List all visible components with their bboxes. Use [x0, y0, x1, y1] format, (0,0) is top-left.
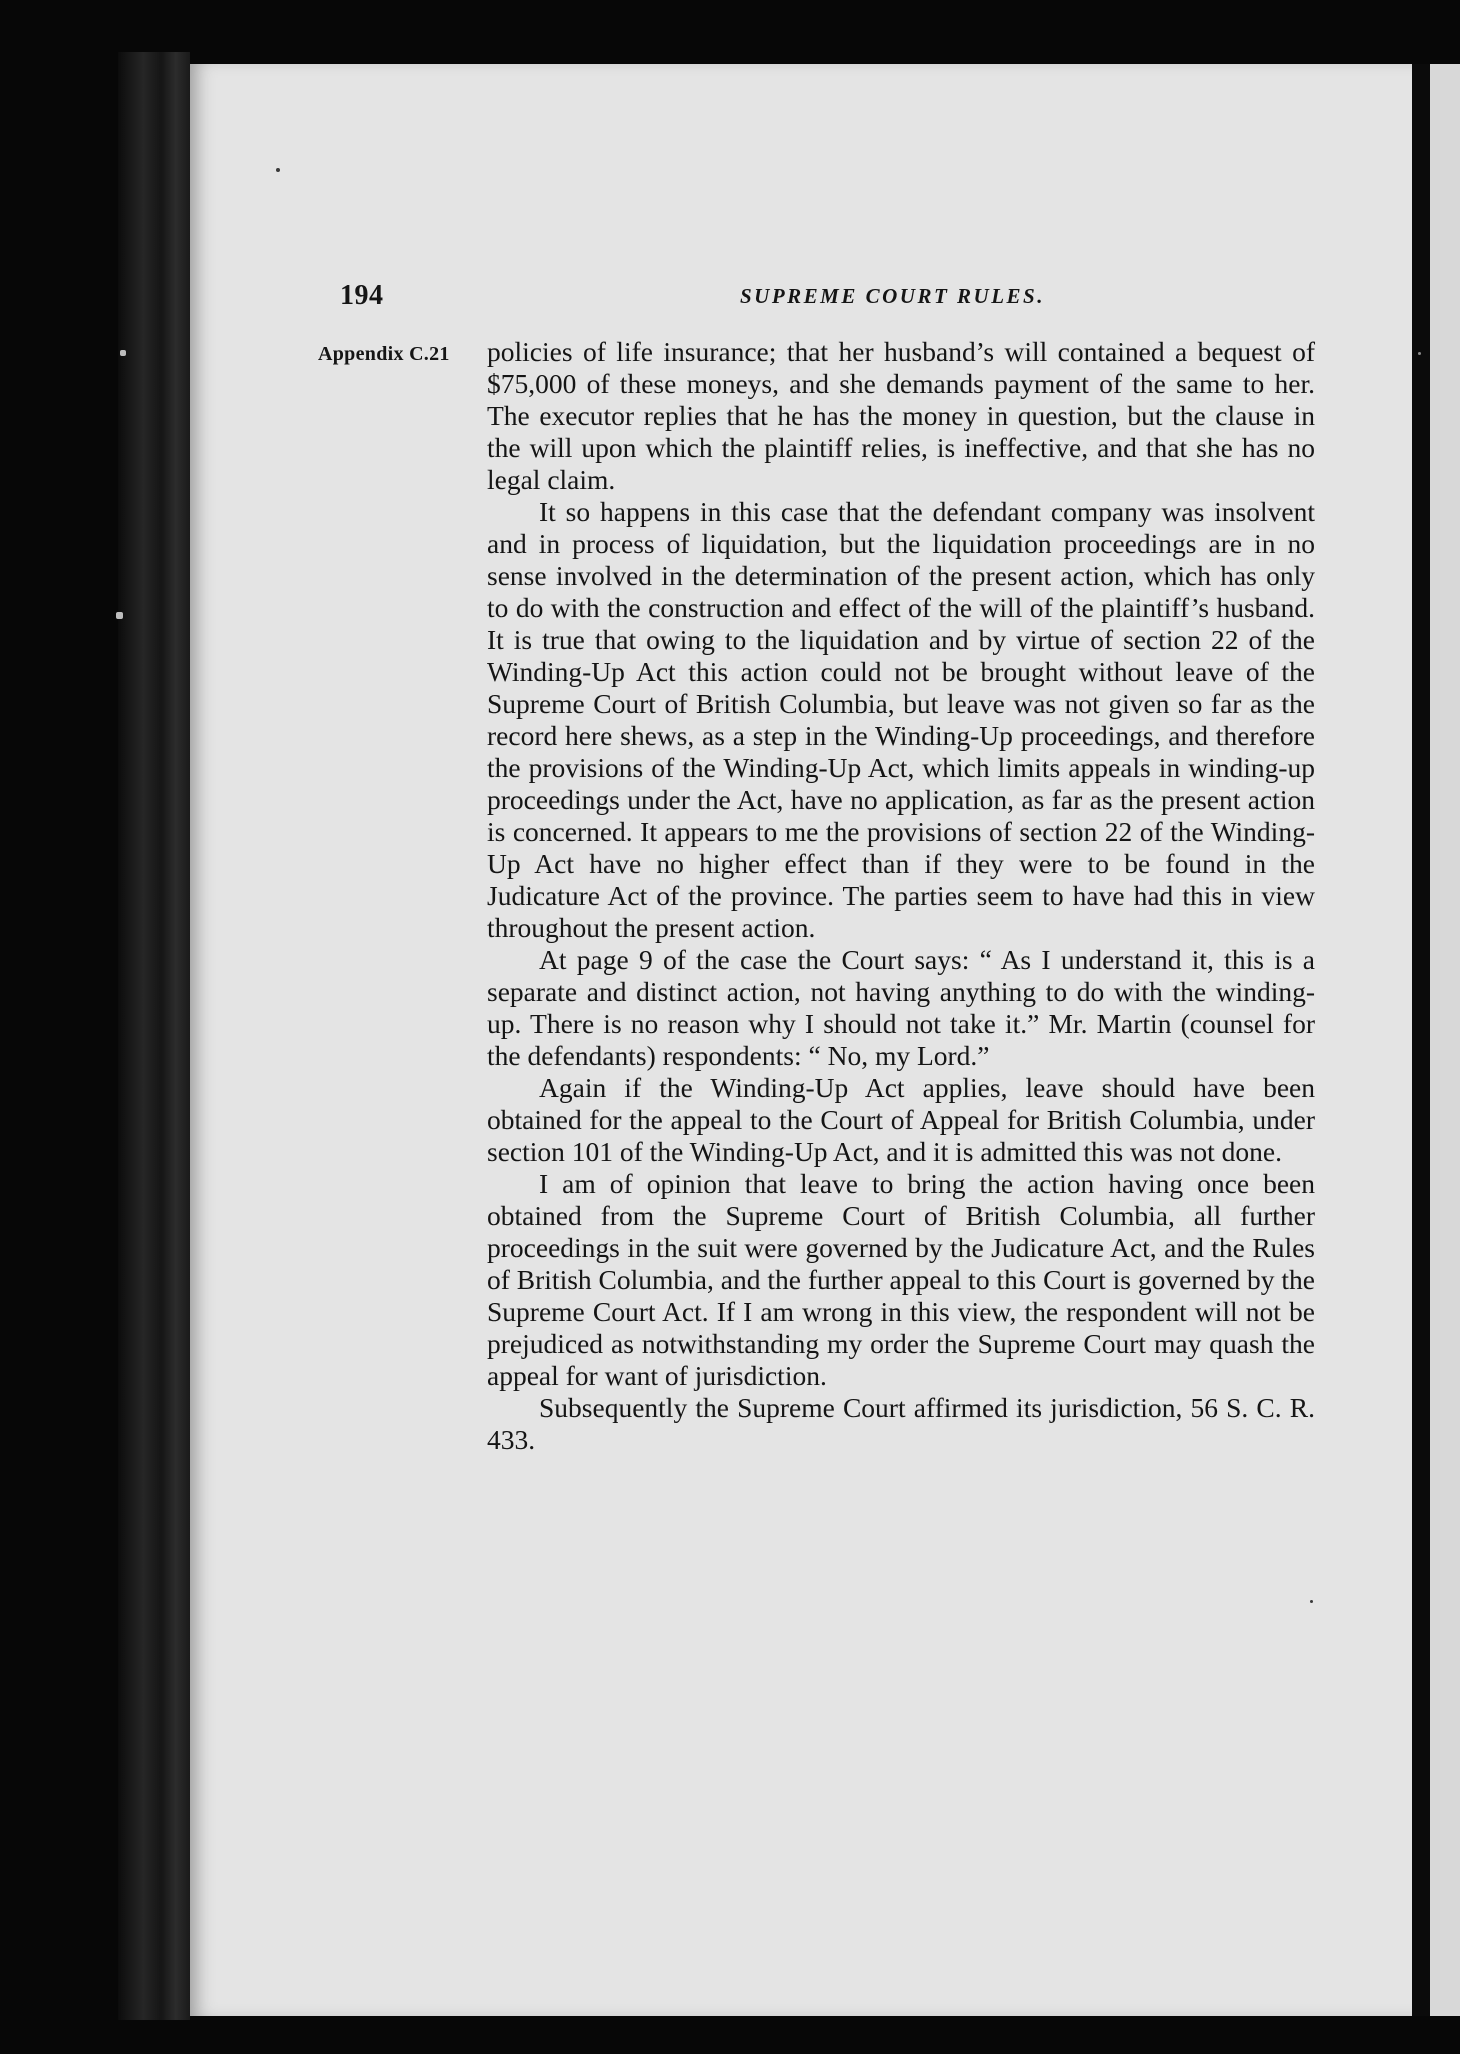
facing-page-edge: [1430, 64, 1460, 2016]
page-right-shadow: [1412, 64, 1430, 2016]
page-number: 194: [340, 280, 384, 311]
body-text: [487, 336, 1315, 1456]
book-binding-edge: [118, 52, 190, 2020]
margin-note: Appendix C.21: [318, 343, 450, 365]
running-title: SUPREME COURT RULES.: [740, 284, 1045, 308]
paragraph-3: At page 9 of the case the Court says: “ As I understand it, this is a separate and distinct action, not having anything to do with the winding-up. There is no reason why I should not take it.” Mr. Martin (counsel for the defendants) respondents: “ No, my Lord.”: [487, 944, 1315, 1071]
scan-speck: [276, 168, 280, 172]
scan-speck: [1418, 352, 1421, 355]
paragraph-1: policies of life insurance; that her husband’s will contained a bequest of $75,000 of these moneys, and she demands payment of the same to her. The executor replies that he has the money in question, but the clause in the will upon which the plaintiff relies, is ineffective, and that she has no legal claim.: [487, 336, 1315, 495]
scan-speck: [120, 350, 126, 356]
paragraph-2: It so happens in this case that the defendant company was insolvent and in process of liquidation, but the liquidation proceedings are in no sense involved in the determination of the present action, which has only to do with the construction and effect of the will of the plaintiff’s husband. It is true that owing to the liquidation and by virtue of section 22 of the Winding-Up Act this action could not be brought without leave of the Supreme Court of British Columbia, but leave was not given so far as the record here shews, as a step in the Winding-Up proceedings, and therefore the provisions of the Winding-Up Act, which limits appeals in winding-up proceedings under the Act, have no application, as far as the present action is concerned. It appears to me the provisions of section 22 of the Winding-Up Act have no higher effect than if they were to be found in the Judicature Act of the province. The parties seem to have had this in view throughout the present action.: [487, 496, 1315, 943]
paragraph-5: I am of opinion that leave to bring the action having once been obtained from the Supreme Court of British Columbia, all further proceedings in the suit were governed by the Judicature Act, and the Rules of British Columbia, and the further appeal to this Court is governed by the Supreme Court Act. If I am wrong in this view, the respondent will not be prejudiced as notwithstanding my order the Supreme Court may quash the appeal for want of jurisdiction.: [487, 1168, 1315, 1391]
scan-speck: [1310, 1600, 1313, 1603]
paragraph-6: Subsequently the Supreme Court affirmed its jurisdiction, 56 S. C. R. 433.: [487, 1392, 1315, 1455]
running-head: [340, 280, 1310, 320]
scan-speck: [116, 612, 123, 619]
paragraph-4: Again if the Winding-Up Act applies, leave should have been obtained for the appeal to the Court of Appeal for British Columbia, under section 101 of the Winding-Up Act, and it is admitted this was not done.: [487, 1072, 1315, 1167]
